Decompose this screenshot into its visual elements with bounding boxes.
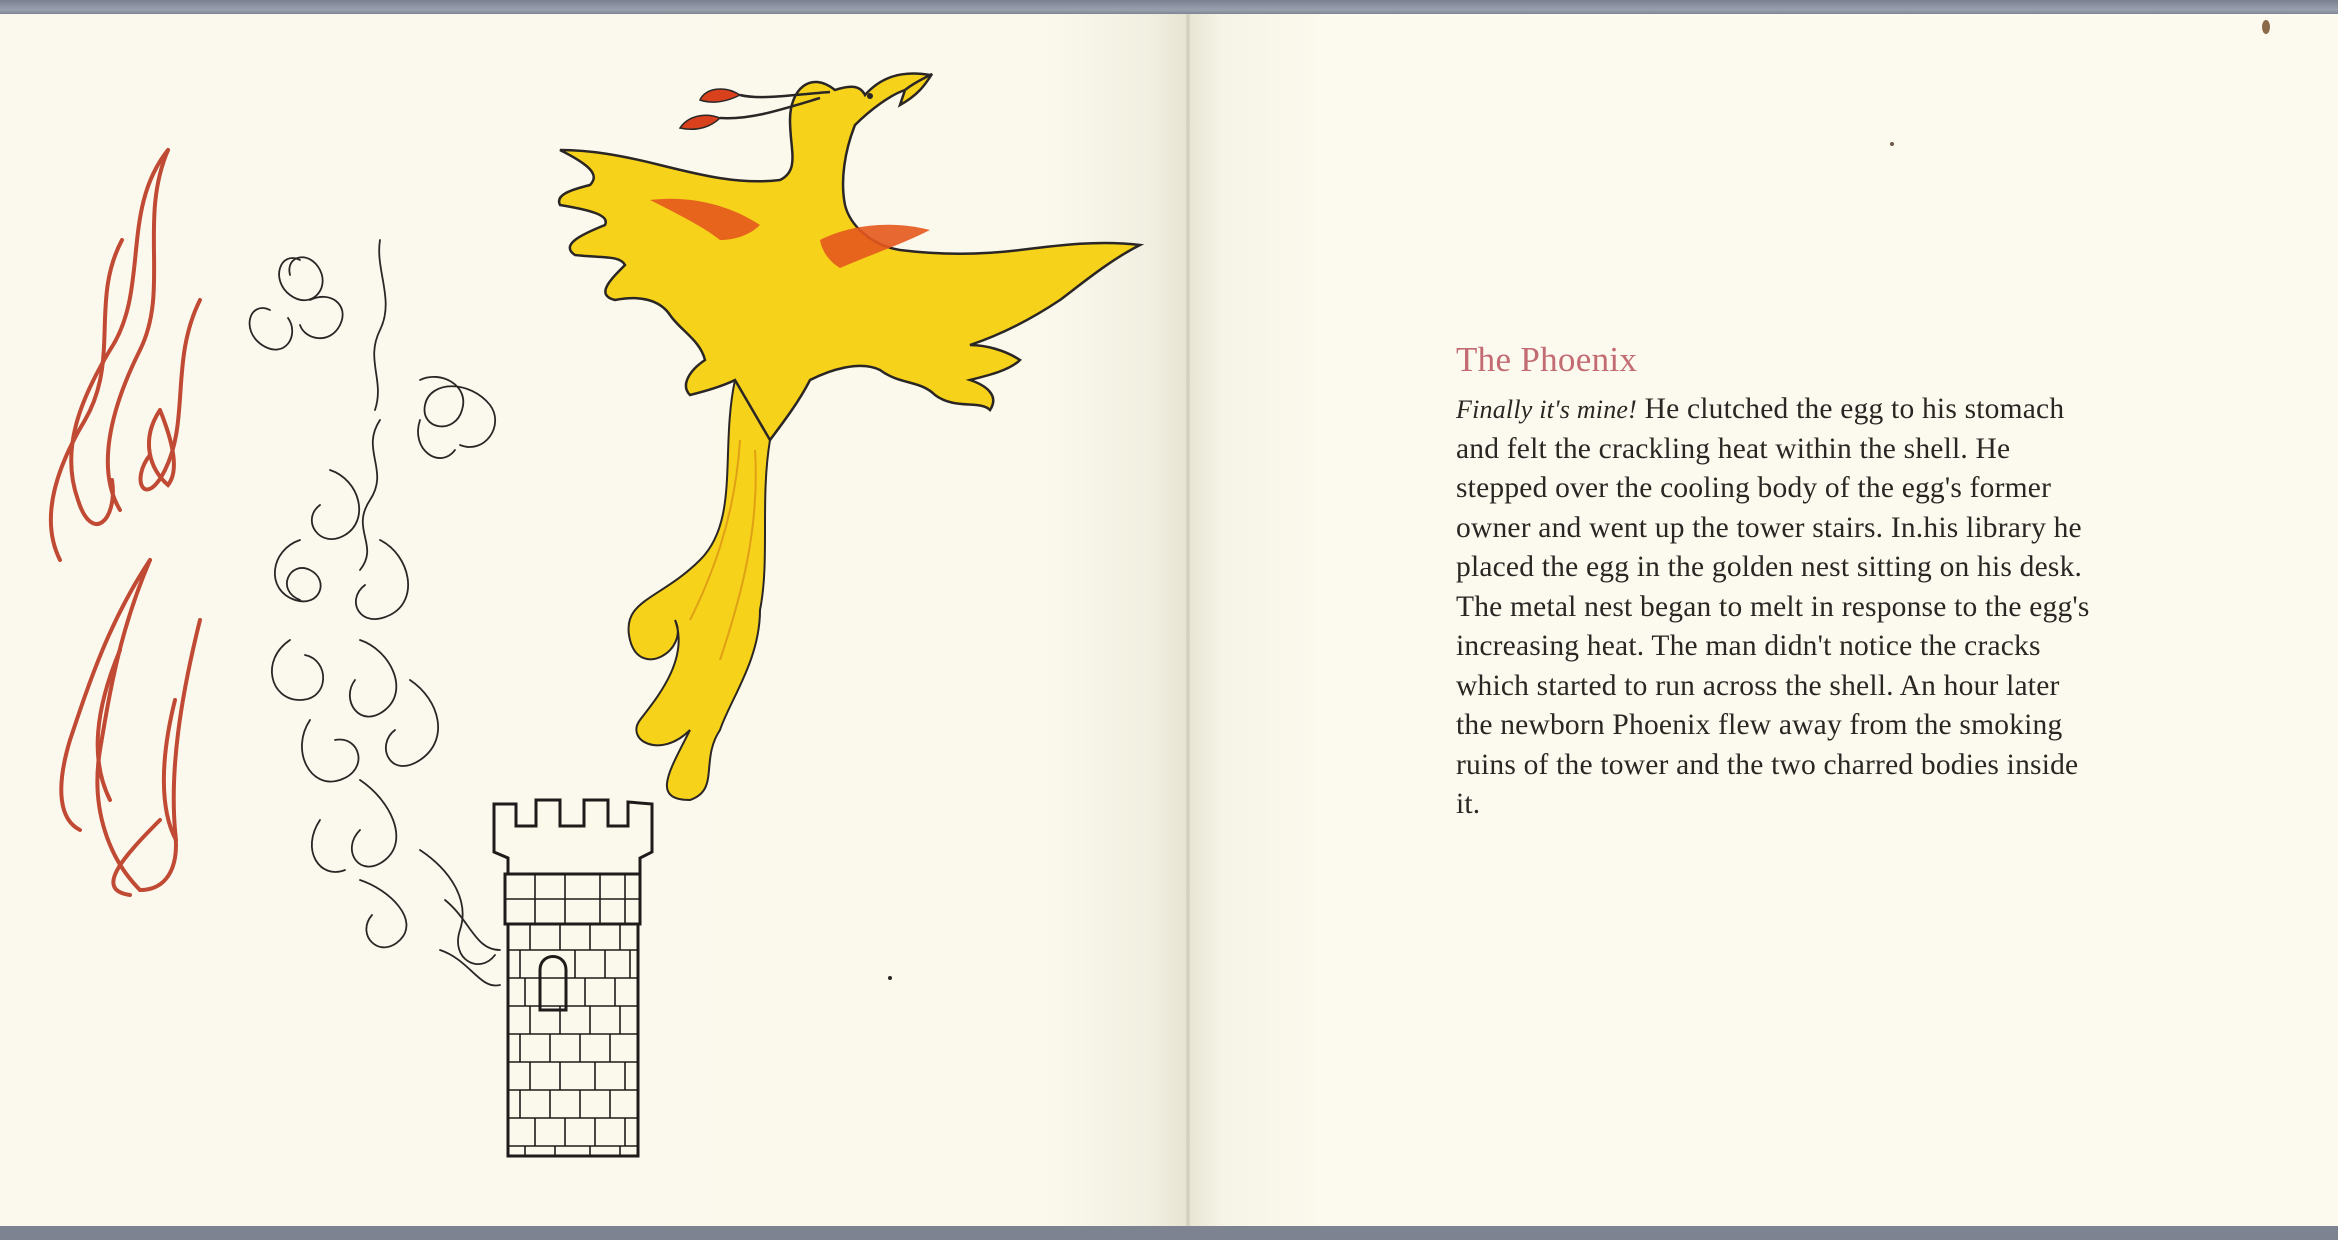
phoenix-crest-feathers	[680, 89, 740, 129]
paper-speck	[1890, 142, 1894, 146]
ink-speck	[888, 976, 892, 980]
paper-speck	[2262, 20, 2270, 34]
smoke-trail	[250, 240, 500, 986]
flame-ornament	[51, 150, 200, 895]
phoenix-bird	[559, 74, 1140, 800]
scanner-edge	[0, 1226, 2338, 1240]
story-body	[1456, 390, 2096, 825]
story-paragraph: He clutched the egg to his stomach and felt the crackling heat within the shell. He stepped over the cooling body of the egg's former owner and went up the tower stairs. In.his library he placed the egg in the golden nest sitting on his desk. The metal nest began to melt in response to the egg's increasing heat. The man didn't notice the cracks which started to run across the shell. An hour later the newborn Phoenix flew away from the smoking ruins of the tower and the two charred bodies inside it.	[1456, 393, 2090, 820]
story-lead: Finally it's mine!	[1456, 395, 1638, 424]
phoenix-tail	[628, 380, 770, 800]
story-text-block	[1456, 340, 2096, 825]
phoenix-eye	[867, 93, 873, 99]
story-title: The Phoenix	[1456, 340, 1638, 379]
